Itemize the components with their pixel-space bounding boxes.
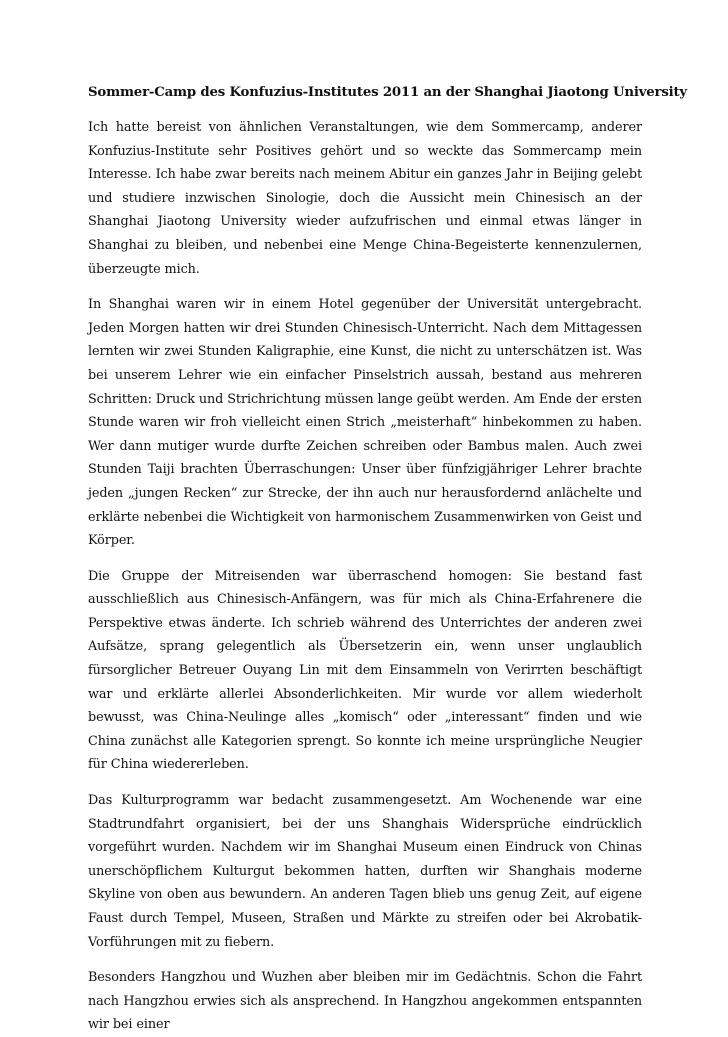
paragraph-hangzhou-wuzhen: Besonders Hangzhou und Wuzhen aber bleiben mir im Gedächtnis. Schon die Fahrt nach Hangzhou erwies sich als ansprechend. In Hangzhou angekommen entspannten wir bei einer — [88, 970, 642, 1033]
paragraph-intro: Ich hatte bereist von ähnlichen Veranstaltungen, wie dem Sommercamp, anderer Konfuzius-Institute sehr Positives gehört und so weckte das Sommercamp mein Interesse. Ich habe zwar bereits nach meinem Abitur ein ganzes Jahr in Beijing gelebt und studiere inzwischen Sinologie, doch die Aussicht mein Chinesisch an der Shanghai Jiaotong University wieder aufzufrischen und einmal etwas länger in Shanghai zu bleiben, und nebenbei eine Menge China-Begeisterte kennenzulernen, überzeugte mich. — [88, 120, 642, 277]
paragraph-culture-program: Das Kulturprogramm war bedacht zusammengesetzt. Am Wochenende war eine Stadtrundfahrt organisiert, bei der uns Shanghais Widersprüche eindrücklich vorgeführt wurden. Nachdem wir im Shanghai Museum einen Eindruck von Chinas unerschöpflichem Kulturgut bekommen hatten, durften wir Shanghais moderne Skyline von oben aus bewundern. An anderen Tagen blieb uns genug Zeit, auf eigene Faust durch Tempel, Museen, Straßen und Märkte zu streifen oder bei Akrobatik-Vorführungen mit zu fiebern. — [88, 793, 642, 950]
paragraph-group: Die Gruppe der Mitreisenden war überraschend homogen: Sie bestand fast ausschließlich aus Chinesisch-Anfängern, was für mich als China-Erfahrenere die Perspektive etwas änderte. Ich schrieb während des Unterrichtes der anderen zwei Aufsätze, sprang gelegentlich als Übersetzerin ein, wenn unser unglaublich fürsorglicher Betreuer Ouyang Lin mit dem Einsammeln von Verirrten beschäftigt war und erklärte allerlei Absonderlichkeiten. Mir wurde vor allem wiederholt bewusst, was China-Neulinge alles „komisch“ oder „interessant“ finden und wie China zunächst alle Kategorien sprengt. So konnte ich meine ursprüngliche Neugier für China wiedererleben. — [88, 568, 642, 773]
paragraph-shanghai-classes: In Shanghai waren wir in einem Hotel gegenüber der Universität untergebracht. Jeden Morgen hatten wir drei Stunden Chinesisch-Unterricht. Nach dem Mittagessen lernten wir zwei Stunden Kaligraphie, eine Kunst, die nicht zu unterschätzen ist. Was bei unserem Lehrer wie ein einfacher Pinselstrich aussah, bestand aus mehreren Schritten: Druck und Strichrichtung müssen lange geübt werden. Am Ende der ersten Stunde waren wir froh vielleicht einen Strich „meisterhaft“ hinbekommen zu haben. Wer dann mutiger wurde durfte Zeichen schreiben oder Bambus malen. Auch zwei Stunden Taiji brachten Überraschungen: Unser über fünfzigjähriger Lehrer brachte jeden „jungen Recken“ zur Strecke, der ihn auch nur herausfordernd anlächelte und erklärte nebenbei die Wichtigkeit von harmonischem Zusammenwirken von Geist und Körper. — [88, 297, 642, 549]
document-title: Sommer-Camp des Konfuzius-Institutes 2011 an der Shanghai Jiaotong University — [88, 85, 687, 100]
